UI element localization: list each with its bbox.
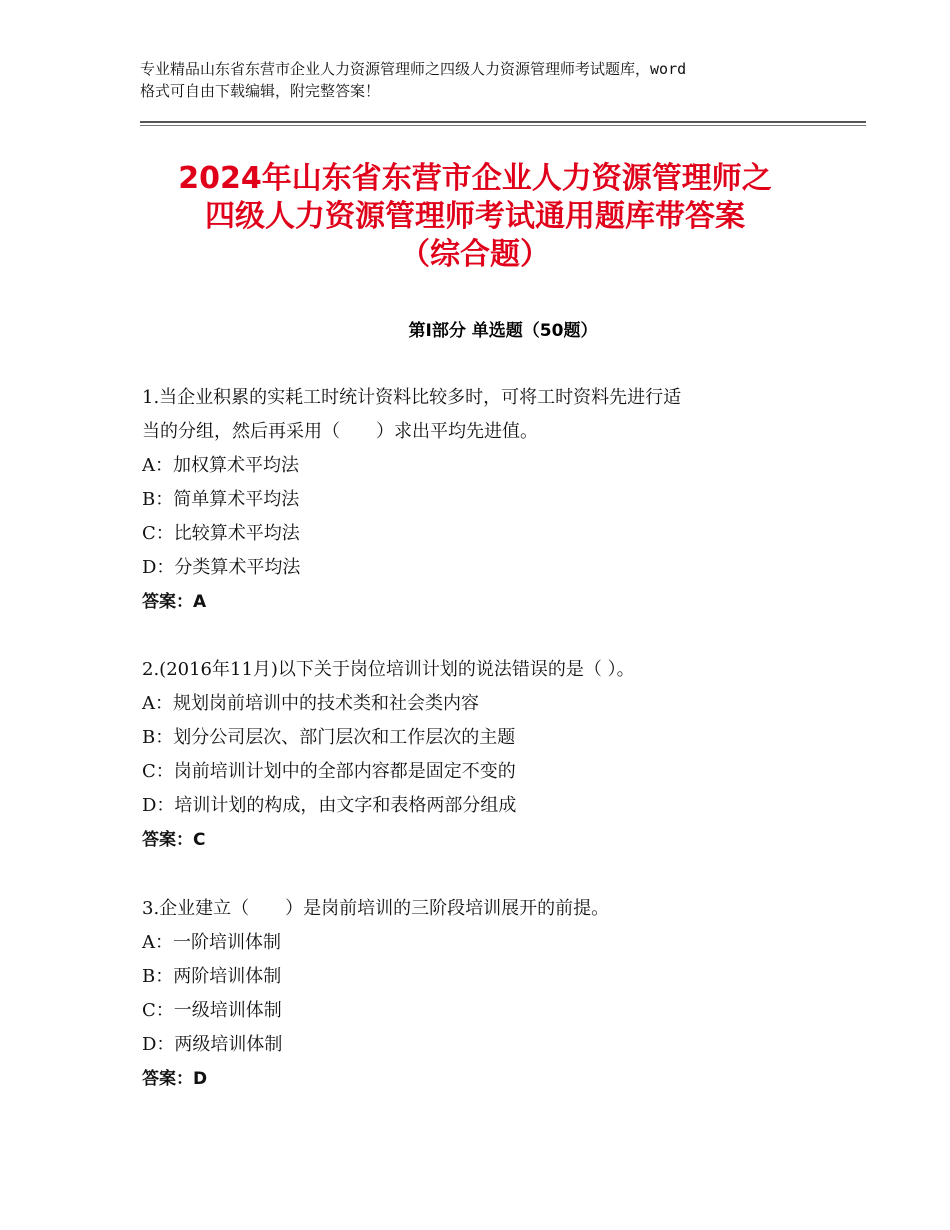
header-note-line-2: 格式可自由下载编辑，附完整答案！ [140, 82, 381, 100]
header-divider-thin [140, 125, 866, 126]
option-b: B：两阶培训体制 [142, 966, 282, 987]
header-note-line-1: 专业精品山东省东营市企业人力资源管理师之四级人力资源管理师考试题库，word [140, 60, 687, 78]
answer: 答案：A [142, 592, 207, 612]
question-stem-line: 3.企业建立（ ）是岗前培训的三阶段培训展开的前提。 [142, 898, 610, 919]
option-d: D：两级培训体制 [142, 1034, 283, 1055]
option-a: A：规划岗前培训中的技术类和社会类内容 [142, 693, 479, 714]
header-note [140, 58, 830, 102]
question-1 [142, 381, 842, 619]
question-3 [142, 892, 842, 1096]
answer: 答案：D [142, 1069, 208, 1089]
document-title [100, 160, 850, 274]
option-c: C：岗前培训计划中的全部内容都是固定不变的 [142, 761, 516, 782]
answer: 答案：C [142, 830, 206, 850]
title-line-2: 四级人力资源管理师考试通用题库带答案 [205, 199, 745, 234]
option-a: A：一阶培训体制 [142, 932, 281, 953]
question-stem-line: 当的分组，然后再采用（ ）求出平均先进值。 [142, 421, 538, 442]
title-line-1: 2024年山东省东营市企业人力资源管理师之 [178, 161, 772, 196]
question-2 [142, 653, 842, 857]
option-c: C：比较算术平均法 [142, 523, 300, 544]
option-d: D：培训计划的构成，由文字和表格两部分组成 [142, 795, 517, 816]
option-c: C：一级培训体制 [142, 1000, 282, 1021]
option-d: D：分类算术平均法 [142, 557, 301, 578]
question-stem-line: 1.当企业积累的实耗工时统计资料比较多时，可将工时资料先进行适 [142, 387, 682, 408]
option-a: A：加权算术平均法 [142, 455, 299, 476]
option-b: B：划分公司层次、部门层次和工作层次的主题 [142, 727, 516, 748]
option-b: B：简单算术平均法 [142, 489, 300, 510]
title-line-3: （综合题） [400, 237, 550, 272]
header-divider-thick [140, 121, 866, 123]
question-stem-line: 2.(2016年11月)以下关于岗位培训计划的说法错误的是（ ）。 [142, 659, 635, 680]
section-title: 第Ⅰ部分 单选题（50题） [408, 321, 598, 341]
